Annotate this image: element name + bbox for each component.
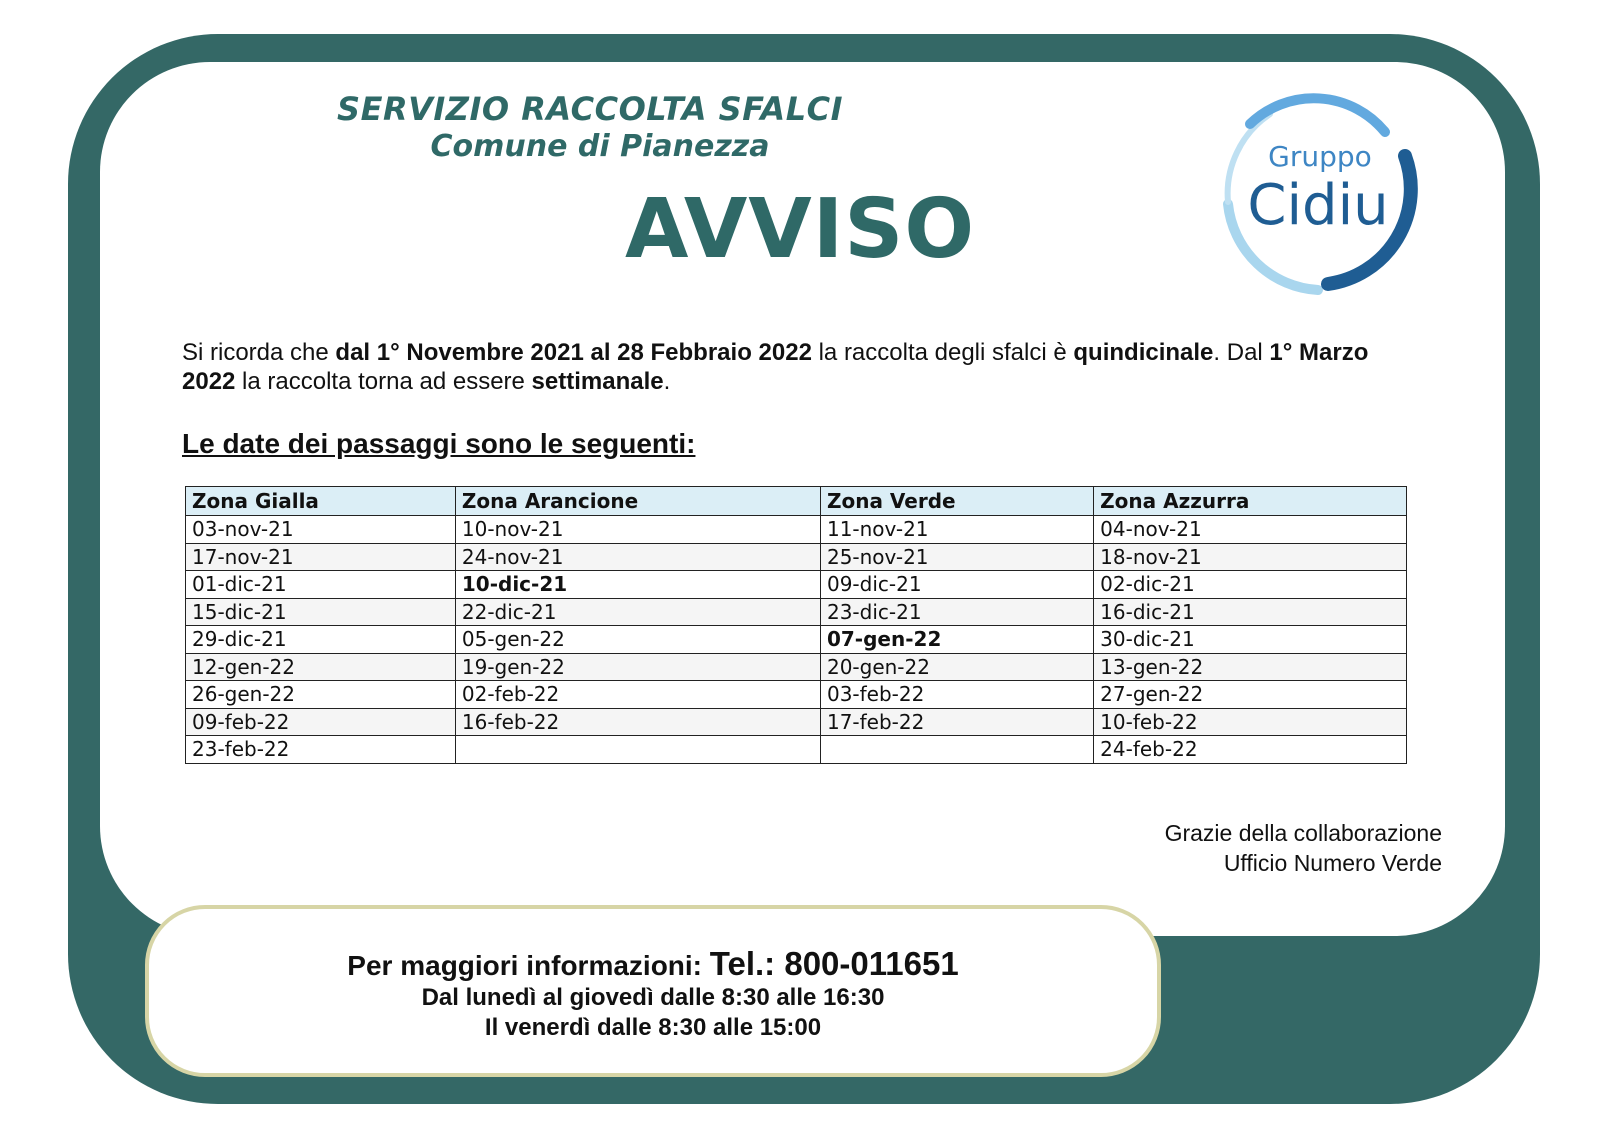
info-contact-line — [149, 945, 1157, 983]
table-row — [186, 736, 1407, 764]
info-label: Per maggiori informazioni: — [347, 950, 710, 981]
table-row — [186, 598, 1407, 626]
table-cell: 30-dic-21 — [1094, 626, 1407, 654]
table-cell: 22-dic-21 — [455, 598, 820, 626]
table-cell: 10-feb-22 — [1094, 708, 1407, 736]
table-row — [186, 516, 1407, 544]
hours-friday: Il venerdì dalle 8:30 alle 15:00 — [484, 1014, 822, 1041]
table-cell: 02-feb-22 — [455, 681, 820, 709]
table-cell — [820, 736, 1093, 764]
notice-title: AVVISO — [624, 182, 976, 277]
intro-date: 1° Marzo 2022 — [182, 339, 1369, 395]
logo-text-bottom: Cidiu — [1247, 173, 1389, 238]
table-cell: 19-gen-22 — [455, 653, 820, 681]
intro-text: la raccolta torna ad essere — [235, 368, 532, 395]
table-cell: 24-feb-22 — [1094, 736, 1407, 764]
table-cell: 23-feb-22 — [186, 736, 456, 764]
table-cell: 09-feb-22 — [186, 708, 456, 736]
intro-paragraph — [182, 338, 1422, 396]
service-title: SERVIZIO RACCOLTA SFALCI — [337, 90, 843, 128]
table-cell: 17-feb-22 — [820, 708, 1093, 736]
table-row — [186, 626, 1407, 654]
table-row — [186, 681, 1407, 709]
gruppo-cidiu-logo — [1210, 84, 1430, 298]
info-box — [145, 905, 1161, 1077]
intro-text: . Dal — [1213, 339, 1270, 366]
closing-thanks: Grazie della collaborazione — [1164, 820, 1442, 846]
table-row — [186, 653, 1407, 681]
table-cell: 20-gen-22 — [820, 653, 1093, 681]
table-cell: 17-nov-21 — [186, 543, 456, 571]
intro-text: . — [663, 368, 671, 395]
table-cell: 02-dic-21 — [1094, 571, 1407, 599]
closing-office: Ufficio Numero Verde — [1223, 850, 1442, 876]
table-cell: 15-dic-21 — [186, 598, 456, 626]
col-zona-azzurra: Zona Azzurra — [1094, 487, 1407, 516]
table-cell-highlight: 10-dic-21 — [455, 571, 820, 599]
intro-text: Si ricorda che — [182, 339, 336, 366]
table-cell: 13-gen-22 — [1094, 653, 1407, 681]
table-cell: 04-nov-21 — [1094, 516, 1407, 544]
table-cell: 16-feb-22 — [455, 708, 820, 736]
schedule-table — [185, 486, 1407, 764]
col-zona-arancione: Zona Arancione — [455, 487, 820, 516]
table-row — [186, 708, 1407, 736]
municipality-title: Comune di Pianezza — [430, 129, 770, 164]
col-zona-gialla: Zona Gialla — [186, 487, 456, 516]
table-cell: 01-dic-21 — [186, 571, 456, 599]
table-cell: 26-gen-22 — [186, 681, 456, 709]
intro-text: la raccolta degli sfalci è — [811, 339, 1074, 366]
table-cell: 03-nov-21 — [186, 516, 456, 544]
closing-note — [1165, 818, 1442, 878]
table-cell: 18-nov-21 — [1094, 543, 1407, 571]
table-cell: 09-dic-21 — [820, 571, 1093, 599]
table-cell-highlight: 07-gen-22 — [820, 626, 1093, 654]
logo-text-top: Gruppo — [1268, 140, 1372, 173]
hours-weekdays: Dal lunedì al giovedì dalle 8:30 alle 16:30 — [421, 984, 885, 1011]
table-cell: 10-nov-21 — [455, 516, 820, 544]
intro-frequency-weekly: settimanale — [531, 368, 664, 395]
table-cell — [455, 736, 820, 764]
table-cell: 05-gen-22 — [455, 626, 820, 654]
table-row — [186, 571, 1407, 599]
table-cell: 03-feb-22 — [820, 681, 1093, 709]
table-cell: 25-nov-21 — [820, 543, 1093, 571]
schedule-heading: Le date dei passaggi sono le seguenti: — [182, 428, 696, 459]
table-cell: 11-nov-21 — [820, 516, 1093, 544]
table-cell: 16-dic-21 — [1094, 598, 1407, 626]
intro-frequency: quindicinale — [1073, 339, 1214, 366]
col-zona-verde: Zona Verde — [820, 487, 1093, 516]
header-title — [0, 90, 1180, 166]
table-header-row — [186, 487, 1407, 516]
table-cell: 23-dic-21 — [820, 598, 1093, 626]
table-row — [186, 543, 1407, 571]
intro-period: dal 1° Novembre 2021 al 28 Febbraio 2022 — [335, 339, 812, 366]
phone-number: Tel.: 800-011651 — [709, 945, 959, 982]
table-cell: 29-dic-21 — [186, 626, 456, 654]
table-cell: 27-gen-22 — [1094, 681, 1407, 709]
table-cell: 24-nov-21 — [455, 543, 820, 571]
table-cell: 12-gen-22 — [186, 653, 456, 681]
